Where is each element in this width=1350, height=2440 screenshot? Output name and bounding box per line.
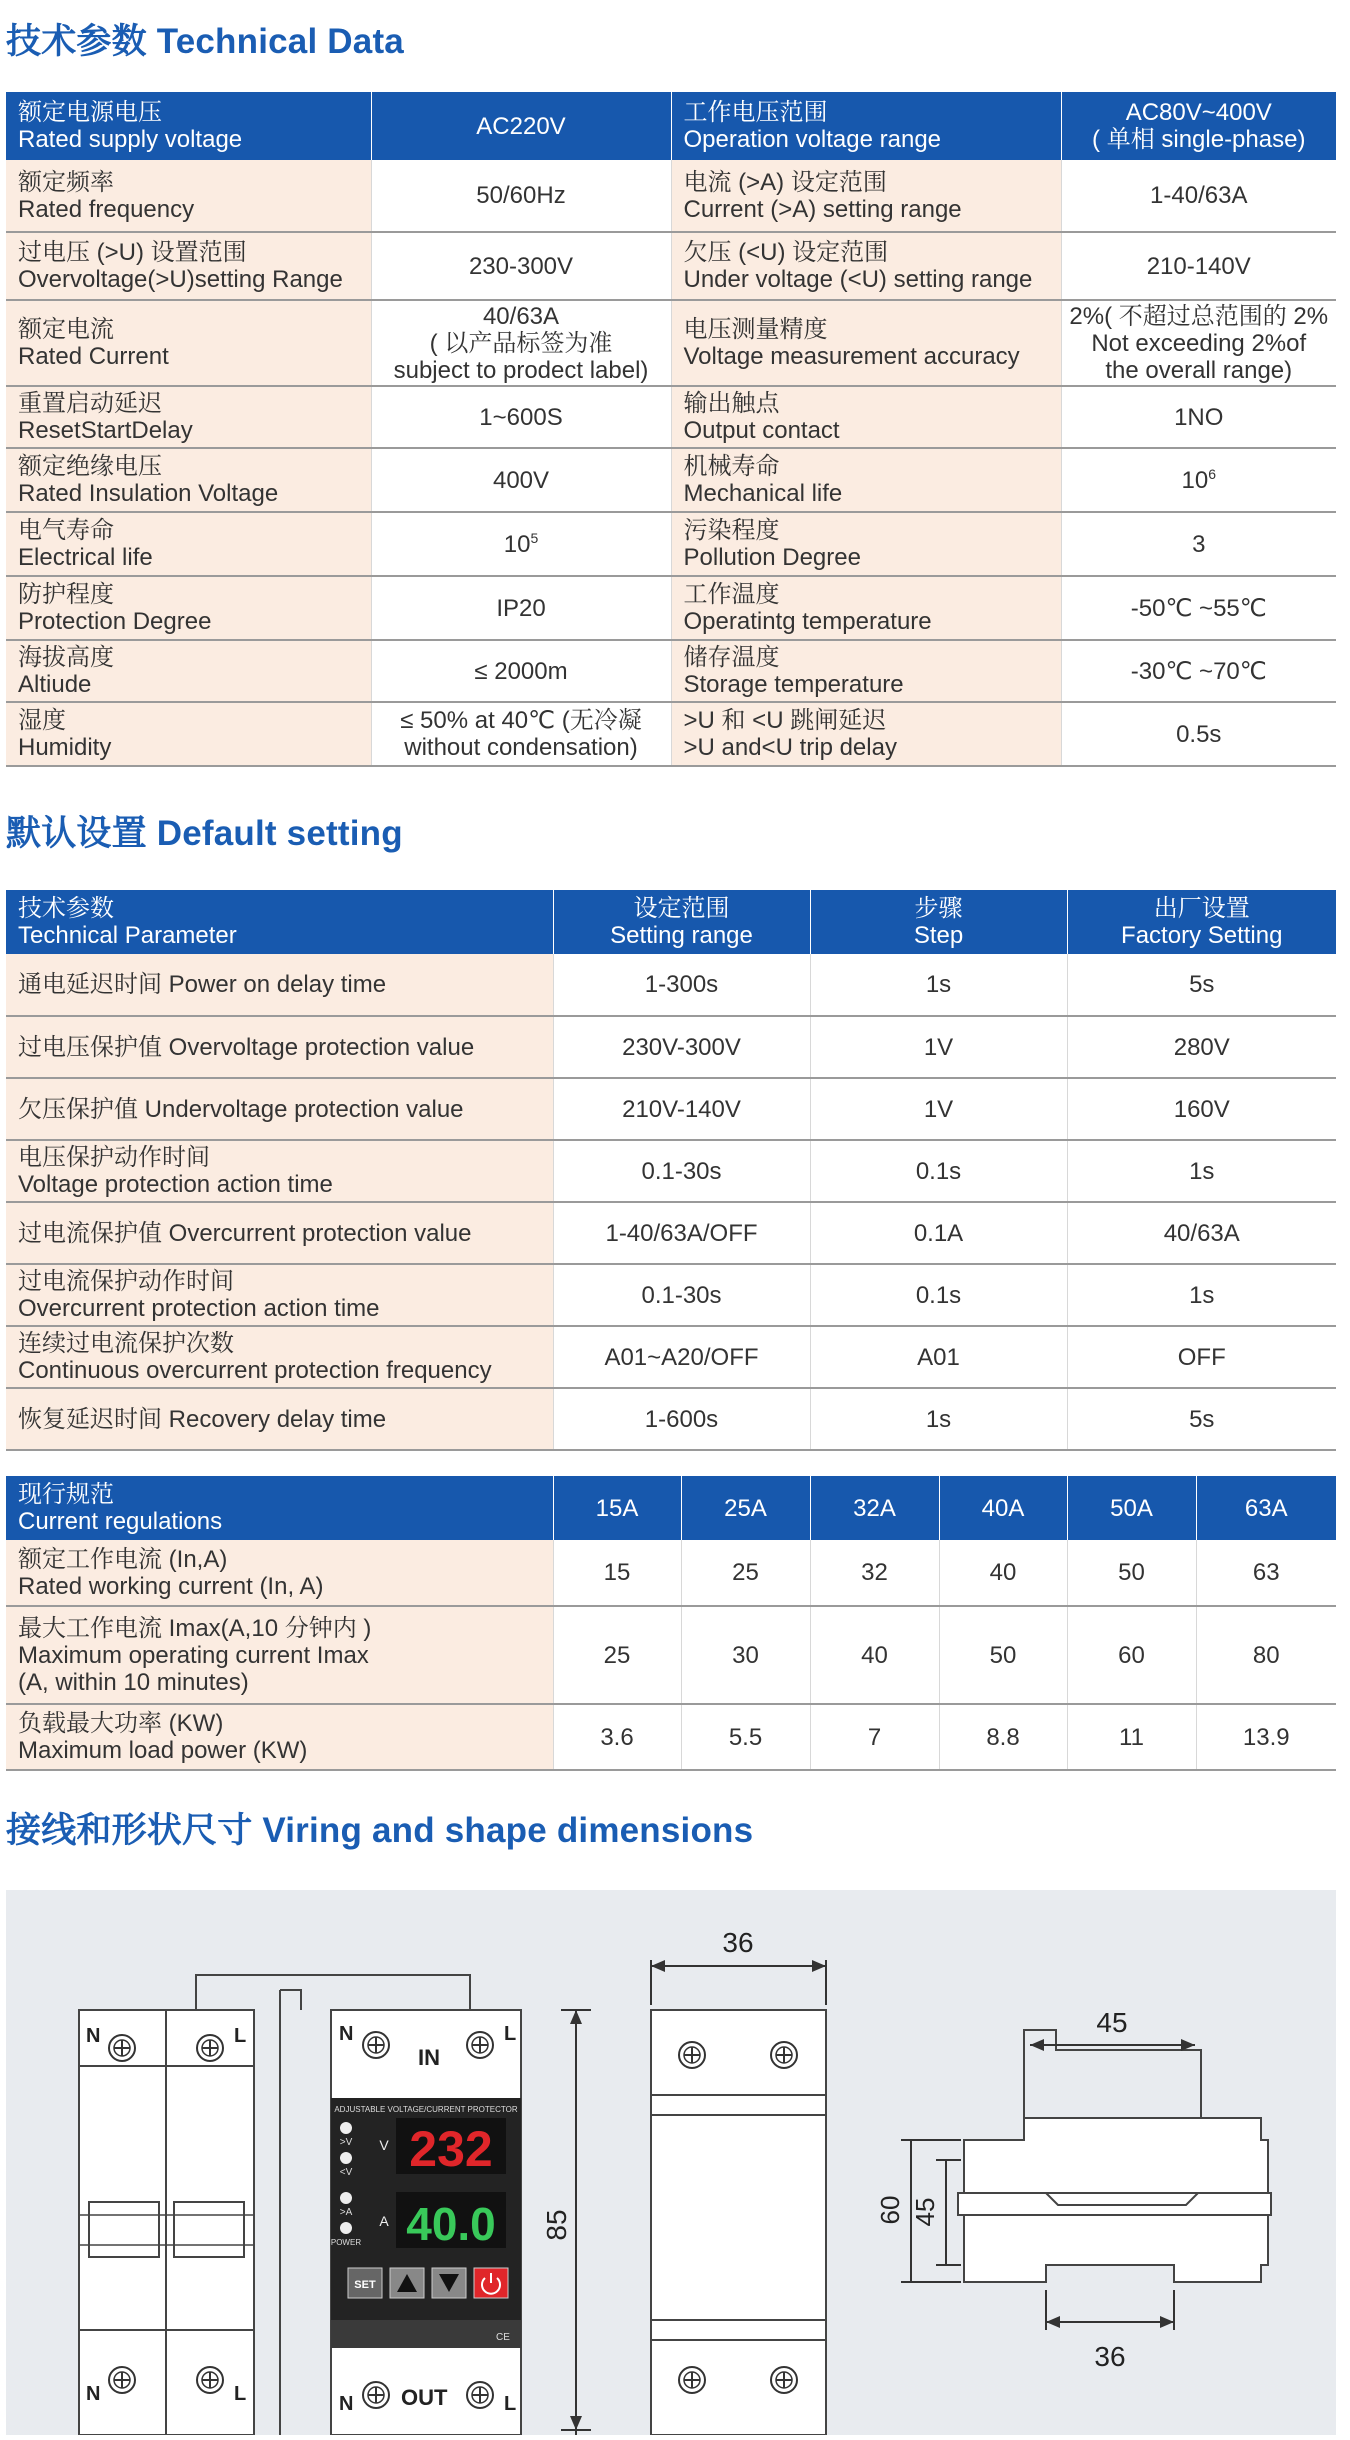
param-label-line: Rated frequency xyxy=(18,195,195,223)
param-label-cell xyxy=(671,576,1061,640)
param-label-line: Protection Degree xyxy=(18,608,212,635)
param-label-line: 欠压 (<U) 设定范围 xyxy=(683,239,889,266)
param-label-line: 过电压 (>U) 设置范围 xyxy=(18,239,247,266)
param-label-line: 最大工作电流 Imax(A,10 分钟内 ) xyxy=(18,1614,372,1642)
param-value-cell: 60 xyxy=(1067,1606,1196,1704)
param-label-cell xyxy=(671,512,1061,576)
param-value-cell: 210V-140V xyxy=(553,1078,810,1140)
column-header-line: 设定范围 xyxy=(633,895,730,922)
table-row xyxy=(6,1704,1336,1770)
param-value-cell: 30 xyxy=(681,1606,810,1704)
param-label-cell xyxy=(671,640,1061,702)
device-out-l: L xyxy=(504,2393,517,2415)
param-value-cell: 1s xyxy=(810,1388,1067,1450)
current-display: 40.0 xyxy=(406,2198,496,2250)
dim-side-h2-label: 45 xyxy=(910,2197,940,2227)
wiring-dimension-diagram xyxy=(6,1890,1336,2435)
param-value-line: ≤ 2000m xyxy=(474,657,568,685)
param-value-line: 40/63A xyxy=(482,302,560,330)
table-row xyxy=(6,576,1336,640)
param-value-cell: 5s xyxy=(1067,954,1336,1016)
side-profile xyxy=(958,2030,1271,2282)
screw-terminal-icon xyxy=(771,2042,797,2068)
param-label-line: 额定电流 xyxy=(18,316,114,343)
table-header-row xyxy=(6,890,1336,954)
param-label-line: Rated Current xyxy=(18,343,169,370)
param-value-line: 50/60Hz xyxy=(476,182,566,209)
param-value-line: 400V xyxy=(492,466,550,494)
param-value-line: $10^5$ xyxy=(503,529,539,558)
param-value-cell: 13.9 xyxy=(1196,1704,1336,1770)
front-width-dimension xyxy=(651,1960,826,2005)
param-value-line: AC220V xyxy=(476,112,566,140)
param-value-cell xyxy=(1061,512,1336,576)
table-row xyxy=(6,1540,1336,1606)
column-header: 50A xyxy=(1067,1476,1196,1540)
diagram-svg xyxy=(6,1890,1336,2435)
column-header: 15A xyxy=(553,1476,681,1540)
column-header-line: Technical Parameter xyxy=(18,922,237,949)
param-label-line: Operation voltage range xyxy=(683,126,942,153)
default-setting-table xyxy=(6,890,1336,1451)
column-header xyxy=(553,890,810,954)
param-label-line: Voltage protection action time xyxy=(18,1171,333,1198)
param-label-line: Voltage measurement accuracy xyxy=(683,343,1020,370)
param-value-line: Not exceeding 2%of xyxy=(1091,329,1307,357)
param-label-line: Pollution Degree xyxy=(683,544,861,571)
param-value-cell: 1s xyxy=(1067,1264,1336,1326)
param-label-line: 连续过电流保护次数 xyxy=(18,1330,234,1357)
param-value-cell: 5s xyxy=(1067,1388,1336,1450)
param-label-cell xyxy=(6,1326,553,1388)
device-in-n: N xyxy=(339,2023,354,2045)
param-label-line: 恢复延迟时间 Recovery delay time xyxy=(18,1405,387,1433)
param-value-cell: 80 xyxy=(1196,1606,1336,1704)
ce-mark: CE xyxy=(496,2332,510,2343)
param-value-cell: A01 xyxy=(810,1326,1067,1388)
param-value-cell: 7 xyxy=(810,1704,939,1770)
table-row xyxy=(6,1140,1336,1202)
param-value-cell: 11 xyxy=(1067,1704,1196,1770)
circuit-breaker xyxy=(79,2010,254,2435)
param-label-line: Under voltage (<U) setting range xyxy=(683,266,1033,293)
dim-height-label: 85 xyxy=(541,2209,572,2241)
device-out-label: OUT xyxy=(401,2385,448,2410)
indicator-overcurrent-label: >A xyxy=(339,2207,353,2218)
column-header xyxy=(1067,890,1336,954)
param-value-line: subject to prodect label) xyxy=(393,356,649,384)
param-value-line: 1-40/63A xyxy=(1150,182,1248,209)
param-label-cell xyxy=(671,232,1061,300)
table-row xyxy=(6,1388,1336,1450)
param-label-line: 额定频率 xyxy=(18,168,114,196)
param-label-line: Storage temperature xyxy=(683,671,904,698)
screw-terminal-icon xyxy=(679,2042,705,2068)
param-label-cell xyxy=(6,1016,553,1078)
param-value-cell: 8.8 xyxy=(939,1704,1067,1770)
param-label-line: 湿度 xyxy=(18,707,66,734)
column-header-line: 技术参数 xyxy=(18,895,114,922)
param-label-line: 通电延迟时间 Power on delay time xyxy=(18,971,387,998)
param-value-line: -30℃ ~70℃ xyxy=(1130,657,1267,685)
table-row xyxy=(6,702,1336,766)
table-row xyxy=(6,300,1336,386)
param-value-cell: 25 xyxy=(681,1540,810,1606)
param-value-cell: 280V xyxy=(1067,1016,1336,1078)
table-row xyxy=(6,1078,1336,1140)
table-row xyxy=(6,232,1336,300)
param-label-line: 负载最大功率 (KW) xyxy=(18,1710,224,1737)
table-row xyxy=(6,640,1336,702)
electrical-life-exponent: 5 xyxy=(530,529,539,546)
param-value-cell: 0.1A xyxy=(810,1202,1067,1264)
param-label-cell xyxy=(6,1388,553,1450)
param-value-cell xyxy=(1061,160,1336,232)
param-label-line: 过电压保护值 Overvoltage protection value xyxy=(18,1033,475,1061)
param-label-line: Electrical life xyxy=(18,544,153,571)
param-value-cell xyxy=(1061,92,1336,160)
table-row xyxy=(6,1606,1336,1704)
unit-v-label: V xyxy=(379,2137,389,2153)
param-value-cell: 3.6 xyxy=(553,1704,681,1770)
param-label-line: 电压保护动作时间 xyxy=(18,1144,210,1171)
param-label-line: Overvoltage(>U)setting Range xyxy=(18,266,343,293)
param-label-cell xyxy=(6,512,371,576)
param-label-cell xyxy=(6,1540,553,1606)
param-value-cell: 1V xyxy=(810,1016,1067,1078)
param-value-cell xyxy=(371,640,671,702)
param-value-cell xyxy=(371,232,671,300)
screw-terminal-icon xyxy=(467,2032,493,2058)
param-label-cell xyxy=(671,448,1061,512)
column-header-line: Current regulations xyxy=(18,1508,223,1535)
column-header: 63A xyxy=(1196,1476,1336,1540)
param-value-cell: 0.1s xyxy=(810,1264,1067,1326)
param-label-cell xyxy=(6,1606,553,1704)
table-row xyxy=(6,386,1336,448)
param-value-cell: 40 xyxy=(939,1540,1067,1606)
table-row xyxy=(6,1202,1336,1264)
param-value-line: the overall range) xyxy=(1105,356,1293,384)
param-label-line: Output contact xyxy=(683,417,840,444)
param-label-line: Maximum load power (KW) xyxy=(18,1737,308,1764)
screw-terminal-icon xyxy=(197,2035,223,2061)
wire-n-top xyxy=(280,1990,301,2010)
param-value-line: ≤ 50% at 40℃ (无冷凝 xyxy=(400,707,642,734)
device-in-l: L xyxy=(504,2023,517,2045)
param-value-cell: 1s xyxy=(810,954,1067,1016)
param-label-line: 欠压保护值 Undervoltage protection value xyxy=(18,1095,464,1123)
param-value-cell: 5.5 xyxy=(681,1704,810,1770)
column-header xyxy=(810,890,1067,954)
table-row xyxy=(6,954,1336,1016)
column-header xyxy=(6,890,553,954)
param-value-line: 1~600S xyxy=(479,403,563,431)
indicator-undervoltage-led xyxy=(340,2152,352,2164)
param-value-line: IP20 xyxy=(496,594,546,622)
table-row xyxy=(6,448,1336,512)
device-front-profile xyxy=(651,2010,826,2435)
param-value-cell: 25 xyxy=(553,1606,681,1704)
param-value-cell: 0.1-30s xyxy=(553,1140,810,1202)
param-label-line: 电压测量精度 xyxy=(683,316,828,343)
unit-a-label: A xyxy=(379,2213,389,2229)
indicator-overcurrent-led xyxy=(340,2192,352,2204)
param-value-line: AC80V~400V xyxy=(1125,99,1272,126)
param-label-cell xyxy=(6,232,371,300)
param-label-cell xyxy=(6,1140,553,1202)
device-in-label: IN xyxy=(418,2045,440,2070)
param-value-cell xyxy=(371,702,671,766)
param-label-cell xyxy=(6,702,371,766)
param-label-line: 过电流保护动作时间 xyxy=(18,1268,234,1295)
param-value-cell xyxy=(371,448,671,512)
param-value-cell xyxy=(1061,576,1336,640)
column-header: 40A xyxy=(939,1476,1067,1540)
param-label-cell xyxy=(6,954,553,1016)
param-value-cell: 230V-300V xyxy=(553,1016,810,1078)
param-label-line: 电流 (>A) 设定范围 xyxy=(683,168,887,196)
screw-terminal-icon xyxy=(679,2367,705,2393)
breaker-terminal-l-bottom: L xyxy=(234,2383,247,2405)
param-value-cell xyxy=(1061,300,1336,386)
param-value-cell: 1s xyxy=(1067,1140,1336,1202)
current-regulations-table xyxy=(6,1476,1336,1771)
param-value-line: 2%( 不超过总范围的 2% xyxy=(1069,302,1329,330)
param-value-cell: A01~A20/OFF xyxy=(553,1326,810,1388)
param-value-line: ( 以产品标签为准 xyxy=(429,329,613,357)
column-header: 32A xyxy=(810,1476,939,1540)
column-header-line: Factory Setting xyxy=(1121,922,1283,949)
table-row xyxy=(6,1264,1336,1326)
param-label-cell xyxy=(6,1202,553,1264)
param-value-cell: 1V xyxy=(810,1078,1067,1140)
param-label-line: Humidity xyxy=(18,734,112,761)
param-label-line: Maximum operating current Imax xyxy=(18,1641,369,1669)
param-label-cell xyxy=(6,386,371,448)
param-value-cell: 32 xyxy=(810,1540,939,1606)
dim-front-width-label: 36 xyxy=(722,1927,754,1958)
param-label-line: Mechanical life xyxy=(683,480,843,507)
param-value-cell xyxy=(371,300,671,386)
table-row xyxy=(6,1326,1336,1388)
param-label-cell xyxy=(671,160,1061,232)
screw-terminal-icon xyxy=(197,2367,223,2393)
param-value-cell: 40 xyxy=(810,1606,939,1704)
param-label-cell xyxy=(6,640,371,702)
column-header: 25A xyxy=(681,1476,810,1540)
screw-terminal-icon xyxy=(109,2367,135,2393)
section-title-default-setting: 默认设置 Default setting xyxy=(6,814,403,853)
param-value-cell xyxy=(1061,386,1336,448)
screw-terminal-icon xyxy=(467,2382,493,2408)
param-value-cell xyxy=(371,160,671,232)
indicator-overvoltage-led xyxy=(340,2122,352,2134)
param-label-line: 防护程度 xyxy=(18,581,114,608)
param-label-cell xyxy=(671,92,1061,160)
screw-terminal-icon xyxy=(363,2032,389,2058)
param-value-cell xyxy=(1061,448,1336,512)
param-label-line: 工作电压范围 xyxy=(683,99,828,126)
param-value-cell xyxy=(371,386,671,448)
technical-data-table xyxy=(6,92,1336,767)
param-value-line: 230-300V xyxy=(468,252,574,280)
param-label-line: Rated working current (In, A) xyxy=(18,1572,324,1600)
param-label-line: 额定工作电流 (In,A) xyxy=(18,1545,228,1573)
table-row xyxy=(6,512,1336,576)
param-label-cell xyxy=(671,702,1061,766)
screw-terminal-icon xyxy=(109,2035,135,2061)
param-value-line: -50℃ ~55℃ xyxy=(1130,594,1267,622)
param-value-cell xyxy=(1061,702,1336,766)
param-label-cell xyxy=(671,386,1061,448)
param-value-cell: 0.1s xyxy=(810,1140,1067,1202)
param-label-line: Continuous overcurrent protection frequency xyxy=(18,1357,492,1384)
param-label-cell xyxy=(6,300,371,386)
param-label-line: Overcurrent protection action time xyxy=(18,1295,380,1322)
param-value-line: 1NO xyxy=(1174,403,1224,431)
indicator-undervoltage-label: <V xyxy=(339,2167,353,2178)
section-title-wiring-dimensions: 接线和形状尺寸 Viring and shape dimensions xyxy=(6,1811,754,1850)
dim-side-top-label: 45 xyxy=(1096,2007,1128,2038)
table-row xyxy=(6,160,1336,232)
param-label-line: 电气寿命 xyxy=(18,517,114,544)
breaker-terminal-n-top: N xyxy=(86,2025,101,2047)
param-value-cell: 160V xyxy=(1067,1078,1336,1140)
param-value-cell: OFF xyxy=(1067,1326,1336,1388)
column-header-line: Setting range xyxy=(610,922,753,949)
param-label-cell xyxy=(6,576,371,640)
set-button-label: SET xyxy=(354,2279,376,2291)
param-value-line: $10^6$ xyxy=(1181,465,1216,494)
param-value-cell: 1-600s xyxy=(553,1388,810,1450)
column-header-line: 步骤 xyxy=(914,895,963,922)
param-value-line: 3 xyxy=(1192,530,1206,558)
param-label-line: Current (>A) setting range xyxy=(683,195,962,223)
column-header-line: 现行规范 xyxy=(18,1481,114,1508)
device-out-n: N xyxy=(339,2393,354,2415)
param-label-line: Rated Insulation Voltage xyxy=(18,480,279,507)
param-label-line: Operatintg temperature xyxy=(683,608,932,635)
indicator-power-label: POWER xyxy=(330,2238,362,2247)
breaker-terminal-n-bottom: N xyxy=(86,2383,101,2405)
param-label-line: 工作温度 xyxy=(683,581,780,608)
param-value-line: without condensation) xyxy=(404,734,638,761)
param-value-line: 210-140V xyxy=(1146,252,1251,280)
param-label-line: 储存温度 xyxy=(683,644,780,671)
param-label-line: 额定电源电压 xyxy=(18,99,162,126)
param-label-cell xyxy=(6,448,371,512)
screw-terminal-icon xyxy=(771,2367,797,2393)
param-value-line: ( 单相 single-phase) xyxy=(1092,126,1306,153)
param-label-line: 海拔高度 xyxy=(18,644,114,671)
protector-device xyxy=(331,2010,521,2435)
mechanical-life-exponent: 6 xyxy=(1208,465,1216,482)
wire-l xyxy=(196,1975,470,2010)
param-label-cell xyxy=(6,92,371,160)
param-value-cell: 1-40/63A/OFF xyxy=(553,1202,810,1264)
param-value-cell: 40/63A xyxy=(1067,1202,1336,1264)
param-label-line: ResetStartDelay xyxy=(18,417,193,444)
param-label-line: >U 和 <U 跳闸延迟 xyxy=(683,707,887,734)
dim-side-h1-label: 60 xyxy=(875,2195,905,2225)
screw-terminal-icon xyxy=(363,2382,389,2408)
param-label-line: Altiude xyxy=(18,671,92,698)
section-title-technical-data: 技术参数 Technical Data xyxy=(6,22,404,61)
param-value-cell: 15 xyxy=(553,1540,681,1606)
breaker-terminal-l-top: L xyxy=(234,2025,247,2047)
param-value-line: 0.5s xyxy=(1176,720,1222,748)
param-label-line: 机械寿命 xyxy=(683,453,780,480)
voltage-display: 232 xyxy=(409,2121,493,2177)
param-value-cell: 63 xyxy=(1196,1540,1336,1606)
param-label-line: (A, within 10 minutes) xyxy=(18,1668,249,1696)
table-row xyxy=(6,1016,1336,1078)
side-bottom-dimension xyxy=(1046,2290,1174,2330)
param-label-cell xyxy=(671,300,1061,386)
device-header-label: ADJUSTABLE VOLTAGE/CURRENT PROTECTOR xyxy=(334,2105,518,2114)
param-label-line: 污染程度 xyxy=(683,517,780,544)
indicator-overvoltage-label: >V xyxy=(339,2137,353,2148)
param-label-cell xyxy=(6,1264,553,1326)
param-value-cell xyxy=(1061,640,1336,702)
param-label-line: 额定绝缘电压 xyxy=(18,453,162,480)
param-label-line: 重置启动延迟 xyxy=(18,390,162,417)
param-value-cell xyxy=(371,92,671,160)
dim-side-bottom-label: 36 xyxy=(1094,2341,1126,2372)
param-value-cell xyxy=(1061,232,1336,300)
param-value-cell xyxy=(371,512,671,576)
table-row xyxy=(6,92,1336,160)
column-header-line: Step xyxy=(913,922,964,949)
param-value-cell: 0.1-30s xyxy=(553,1264,810,1326)
param-label-cell xyxy=(6,1078,553,1140)
column-header-line: 出厂设置 xyxy=(1153,895,1250,922)
param-label-cell xyxy=(6,1704,553,1770)
param-value-cell: 50 xyxy=(939,1606,1067,1704)
table-header-row xyxy=(6,1476,1336,1540)
param-label-line: Rated supply voltage xyxy=(18,126,243,153)
param-value-cell: 1-300s xyxy=(553,954,810,1016)
param-value-cell xyxy=(371,576,671,640)
param-label-line: >U and<U trip delay xyxy=(683,734,897,761)
column-header xyxy=(6,1476,553,1540)
indicator-power-led xyxy=(340,2222,352,2234)
param-label-line: 过电流保护值 Overcurrent protection value xyxy=(18,1219,472,1247)
param-value-cell: 50 xyxy=(1067,1540,1196,1606)
param-label-line: 输出触点 xyxy=(683,390,780,417)
param-label-cell xyxy=(6,160,371,232)
